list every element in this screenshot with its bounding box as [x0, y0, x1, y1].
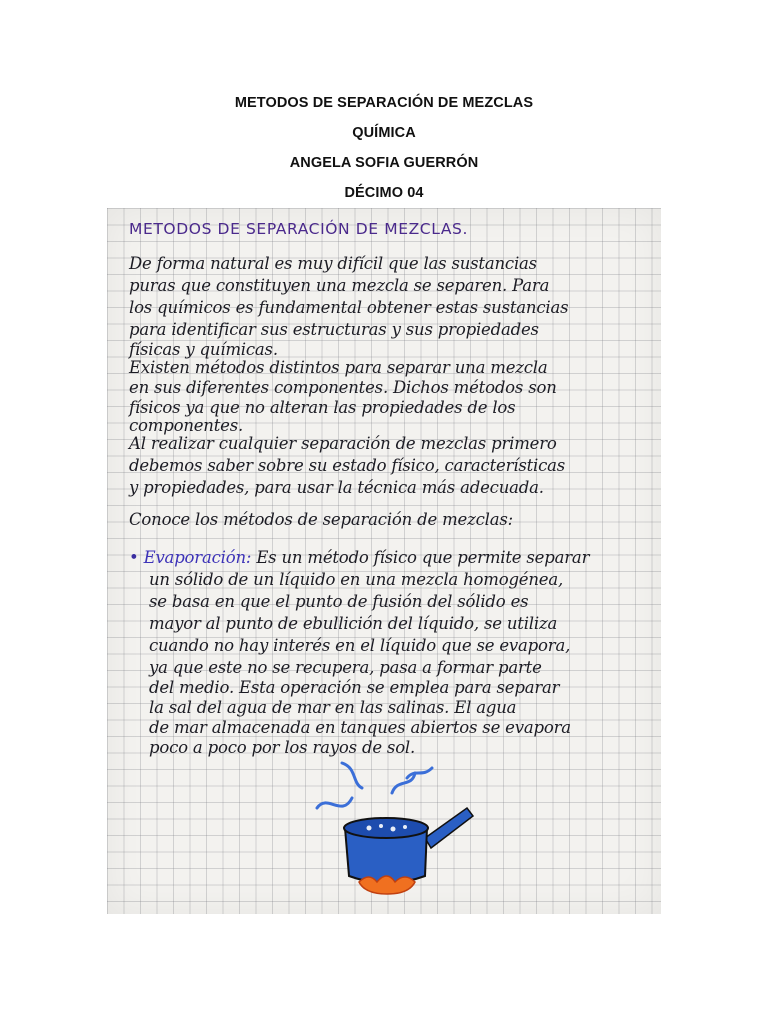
intro-line: los químicos es fundamental obtener estas sustancias [129, 298, 569, 317]
evaporation-line: del medio. Esta operación se emplea para separar [149, 678, 560, 697]
steam-icon [317, 763, 432, 808]
document-author: ANGELA SOFIA GUERRÓN [289, 155, 479, 171]
intro-line: debemos saber sobre su estado físico, características [129, 456, 566, 475]
intro-line: para identificar sus estructuras y sus propiedades [129, 320, 539, 339]
notebook-photo [107, 208, 661, 914]
pot-rim [344, 818, 428, 838]
evaporation-first-line [129, 548, 589, 567]
intro-line: componentes. [129, 416, 244, 435]
intro-line: en sus diferentes componentes. Dichos métodos son [129, 378, 557, 397]
bullet-marker: • [129, 548, 139, 567]
evaporation-label: Evaporación: [143, 548, 252, 567]
boiling-pot-drawing [297, 748, 497, 898]
evaporation-line: un sólido de un líquido en una mezcla homogénea, [149, 570, 564, 589]
document-grade: DÉCIMO 04 [344, 185, 424, 201]
evaporation-line: se basa en que el punto de fusión del sólido es [149, 592, 529, 611]
intro-line: Al realizar cualquier separación de mezclas primero [129, 434, 557, 453]
evaporation-line: cuando no hay interés en el líquido que se evapora, [149, 636, 571, 655]
notebook-title: METODOS DE SEPARACIÓN DE MEZCLAS. [129, 220, 468, 238]
evaporation-text: Es un método físico que permite separar [256, 548, 590, 567]
evaporation-line: poco a poco por los rayos de sol. [149, 738, 416, 757]
flame-icon [359, 876, 415, 894]
evaporation-line: de mar almacenada en tanques abiertos se evapora [149, 718, 571, 737]
intro-line: Existen métodos distintos para separar una mezcla [129, 358, 548, 377]
intro-line: físicos ya que no alteran las propiedades de los [129, 398, 516, 417]
evaporation-line: mayor al punto de ebullición del líquido, se utiliza [149, 614, 558, 633]
document-title: METODOS DE SEPARACIÓN DE MEZCLAS [234, 95, 534, 111]
methods-heading: Conoce los métodos de separación de mezclas: [129, 510, 513, 529]
intro-line: físicas y químicas. [129, 340, 278, 359]
intro-line: De forma natural es muy difícil que las sustancias [129, 254, 537, 273]
intro-line: puras que constituyen una mezcla se separen. Para [129, 276, 550, 295]
intro-line: y propiedades, para usar la técnica más adecuada. [129, 478, 544, 497]
pot-handle [425, 808, 473, 848]
evaporation-line: ya que este no se recupera, pasa a formar parte [149, 658, 542, 677]
document-subject: QUÍMICA [352, 125, 416, 141]
evaporation-line: la sal del agua de mar en las salinas. El agua [149, 698, 517, 717]
document-header [0, 88, 768, 208]
